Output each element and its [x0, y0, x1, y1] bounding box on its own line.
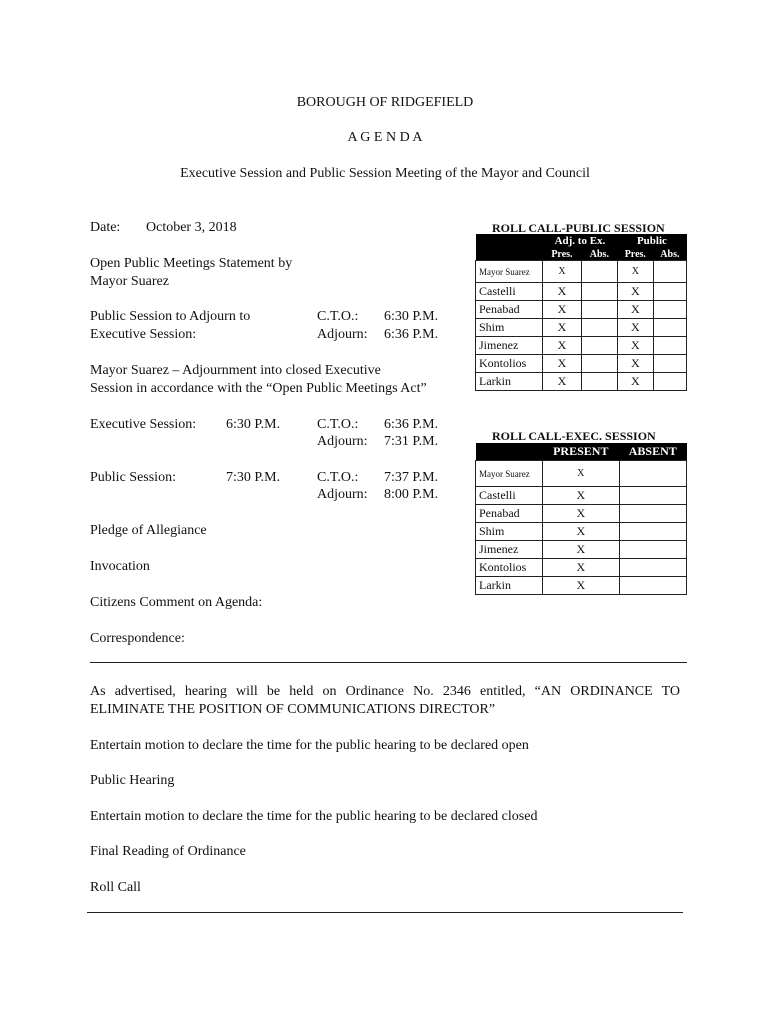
- mark: X: [543, 577, 620, 595]
- mark: X: [543, 559, 620, 577]
- table-row: [476, 283, 687, 301]
- roll-public-col2: Public: [636, 235, 667, 247]
- public-cto-label: C.T.O.:: [317, 470, 359, 485]
- table-row: [476, 523, 687, 541]
- borough-title: BOROUGH OF RIDGEFIELD: [296, 95, 474, 110]
- mark: [581, 337, 617, 355]
- table-row: [476, 577, 687, 595]
- roll-exec-blank: [476, 443, 543, 461]
- roll-public-abs: Abs.: [589, 248, 609, 260]
- table-row: [476, 337, 687, 355]
- pledge: Pledge of Allegiance: [90, 523, 207, 538]
- mark: X: [543, 523, 620, 541]
- public-cto: 7:37 P.M.: [384, 470, 439, 485]
- mark: X: [617, 319, 653, 337]
- member-name: Jimenez: [476, 541, 543, 559]
- member-name: Penabad: [476, 505, 543, 523]
- member-name: Kontolios: [476, 355, 543, 373]
- statement-line1: Open Public Meetings Statement by: [90, 256, 293, 271]
- mark: [653, 373, 686, 391]
- roll-call: Roll Call: [90, 880, 141, 895]
- roll-public-pres: Pres.: [551, 248, 573, 260]
- roll-exec-absent: ABSENT: [628, 444, 677, 458]
- adjourn-adj-label: Adjourn:: [317, 327, 368, 342]
- mark: X: [543, 487, 620, 505]
- table-row: [476, 487, 687, 505]
- roll-public-col1: Adj. to Ex.: [554, 235, 606, 247]
- roll-public-title: ROLL CALL-PUBLIC SESSION: [492, 221, 665, 235]
- roll-public-blank2: [476, 248, 543, 261]
- date-value: October 3, 2018: [146, 220, 237, 235]
- member-name: Kontolios: [476, 559, 543, 577]
- mark: X: [543, 461, 620, 487]
- closed-line1: Mayor Suarez – Adjournment into closed Executive: [90, 363, 381, 378]
- exec-session-time: 6:30 P.M.: [226, 417, 281, 432]
- mark: [581, 261, 617, 283]
- public-adj-label: Adjourn:: [317, 487, 368, 502]
- mark: [653, 261, 686, 283]
- adjourn-line2: Executive Session:: [90, 327, 197, 342]
- member-name: Penabad: [476, 301, 543, 319]
- table-row: [476, 301, 687, 319]
- exec-cto-label: C.T.O.:: [317, 417, 359, 432]
- exec-session-label: Executive Session:: [90, 417, 197, 432]
- member-name: Shim: [476, 523, 543, 541]
- mark: X: [543, 261, 582, 283]
- mark: X: [543, 283, 582, 301]
- mark: X: [617, 301, 653, 319]
- table-row: [476, 461, 687, 487]
- roll-exec-present: PRESENT: [553, 444, 609, 458]
- roll-public-blank: [476, 234, 543, 248]
- mark: X: [543, 337, 582, 355]
- member-name: Castelli: [476, 487, 543, 505]
- table-row: [476, 261, 687, 283]
- invocation: Invocation: [90, 559, 150, 574]
- mark: X: [617, 337, 653, 355]
- mark: [581, 301, 617, 319]
- divider: [90, 662, 687, 663]
- mark: [653, 337, 686, 355]
- mark: [581, 283, 617, 301]
- ordinance-line2: ELIMINATE THE POSITION OF COMMUNICATIONS DIRECTOR”: [90, 702, 496, 717]
- public-session-time: 7:30 P.M.: [226, 470, 281, 485]
- mark: [619, 505, 686, 523]
- mark: X: [543, 505, 620, 523]
- mark: X: [543, 319, 582, 337]
- mark: X: [543, 541, 620, 559]
- table-row: [476, 355, 687, 373]
- mark: [653, 355, 686, 373]
- final-reading: Final Reading of Ordinance: [90, 844, 246, 859]
- mark: [619, 461, 686, 487]
- date-label: Date:: [90, 220, 121, 235]
- roll-public-abs2: Abs.: [660, 248, 680, 260]
- mark: X: [543, 355, 582, 373]
- mark: [581, 319, 617, 337]
- mark: [619, 577, 686, 595]
- mark: X: [617, 283, 653, 301]
- roll-public-pres2: Pres.: [624, 248, 646, 260]
- roll-exec-title: ROLL CALL-EXEC. SESSION: [492, 429, 656, 443]
- exec-cto: 6:36 P.M.: [384, 417, 439, 432]
- exec-adj-label: Adjourn:: [317, 434, 368, 449]
- table-row: [476, 559, 687, 577]
- member-name: Mayor Suarez: [476, 461, 543, 487]
- adjourn-line1: Public Session to Adjourn to: [90, 309, 251, 324]
- mark: X: [543, 301, 582, 319]
- mark: [653, 283, 686, 301]
- mark: [619, 559, 686, 577]
- correspondence: Correspondence:: [90, 631, 185, 646]
- roll-exec-table: [475, 443, 687, 595]
- mark: X: [543, 373, 582, 391]
- member-name: Larkin: [476, 577, 543, 595]
- exec-adj: 7:31 P.M.: [384, 434, 439, 449]
- public-hearing: Public Hearing: [90, 773, 175, 788]
- mark: X: [617, 373, 653, 391]
- adjourn-cto-label: C.T.O.:: [317, 309, 359, 324]
- adjourn-adj: 6:36 P.M.: [384, 327, 439, 342]
- ordinance-line1: As advertised, hearing will be held on Ordinance No. 2346 entitled, “AN ORDINANCE TO: [90, 684, 680, 699]
- statement-line2: Mayor Suarez: [90, 274, 169, 289]
- divider-bottom: [87, 912, 683, 913]
- table-row: [476, 505, 687, 523]
- member-name: Shim: [476, 319, 543, 337]
- mark: [619, 487, 686, 505]
- mark: [653, 301, 686, 319]
- agenda-title: A G E N D A: [347, 130, 423, 145]
- table-row: [476, 373, 687, 391]
- motion-close: Entertain motion to declare the time for the public hearing to be declared closed: [90, 809, 538, 824]
- member-name: Mayor Suarez: [476, 261, 543, 283]
- member-name: Jimenez: [476, 337, 543, 355]
- mark: [619, 523, 686, 541]
- mark: [653, 319, 686, 337]
- member-name: Larkin: [476, 373, 543, 391]
- motion-open: Entertain motion to declare the time for the public hearing to be declared open: [90, 738, 529, 753]
- mark: [581, 373, 617, 391]
- mark: X: [617, 355, 653, 373]
- table-row: [476, 319, 687, 337]
- table-row: [476, 541, 687, 559]
- mark: [581, 355, 617, 373]
- meeting-title: Executive Session and Public Session Meeting of the Mayor and Council: [180, 166, 590, 181]
- mark: [619, 541, 686, 559]
- roll-public-table: [475, 234, 687, 391]
- adjourn-cto: 6:30 P.M.: [384, 309, 439, 324]
- closed-line2: Session in accordance with the “Open Public Meetings Act”: [90, 381, 427, 396]
- member-name: Castelli: [476, 283, 543, 301]
- citizens-comment: Citizens Comment on Agenda:: [90, 595, 263, 610]
- public-session-label: Public Session:: [90, 470, 176, 485]
- public-adj: 8:00 P.M.: [384, 487, 439, 502]
- mark: X: [617, 261, 653, 283]
